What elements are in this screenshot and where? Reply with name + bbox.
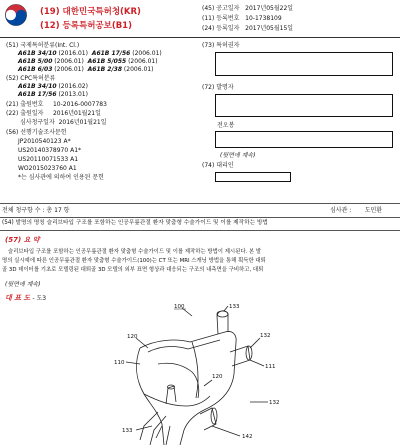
publication-title: (12) 등록특허공보(B1)	[40, 21, 132, 31]
inventor-redaction-box	[215, 94, 393, 117]
inventor-label: (72) 발명자	[202, 84, 234, 91]
cpc-row: A61B 17/56 (2013.01)	[18, 91, 88, 98]
inventor-redaction-box	[215, 131, 393, 148]
ref-numeral: 111	[265, 364, 276, 370]
claims-count: 전체 청구항 수 : 총 17 항	[2, 207, 70, 214]
ref-numeral: 133	[229, 304, 240, 310]
abstract-line: 명의 실시예에 따른 인공무릎관절 환자 맞춤형 수술가이드(100)는 CT 또는 MRI 스캐닝 방법을 통해 획득한 대퇴	[2, 258, 266, 264]
exam-request-date: 심사청구일자 2016년01월21일	[20, 119, 107, 126]
header-right-row: (11) 등록번호 10-1738109	[202, 15, 282, 22]
patentee-label: (73) 특허권자	[202, 42, 240, 49]
agent-label: (74) 대리인	[202, 162, 234, 169]
prior-art-title: (56) 선행기술조사문헌	[6, 129, 67, 136]
ref-numeral: 132	[260, 333, 271, 339]
ipc-row: A61B 6/03 (2006.01) A61B 2/38 (2006.01)	[18, 66, 154, 73]
representative-figure-label: 대 표 도 - 도3	[5, 294, 47, 302]
ref-numeral: 142	[242, 434, 253, 440]
inventor-name: 전오봉	[217, 122, 235, 129]
ref-numeral: 132	[269, 400, 280, 406]
section-divider	[0, 217, 400, 218]
ref-numeral: 120	[127, 334, 138, 340]
ref-numeral: 110	[114, 360, 125, 366]
korea-emblem-logo	[4, 3, 28, 27]
continued-note: (뒷면에 계속)	[220, 152, 256, 159]
section-divider	[0, 203, 400, 204]
cpc-title: (52) CPC특허분류	[6, 75, 56, 82]
agent-redaction-box	[215, 172, 291, 182]
cpc-row: A61B 34/10 (2016.02)	[18, 83, 88, 90]
prior-art-doc: WO2015023760 A1	[18, 165, 77, 172]
prior-art-note: *는 심사관에 의하여 인용된 문헌	[18, 174, 104, 181]
country-title: (19) 대한민국특허청(KR)	[40, 7, 141, 17]
ref-numeral: 100	[174, 304, 185, 310]
patentee-redaction-box	[215, 52, 393, 76]
surgical-guide-drawing	[100, 302, 290, 445]
abstract-line: 슬리브타입 구조를 포함하는 인공무릎관절 환자 맞춤형 수술가이드 및 이를 제작하는 방법이 제시된다. 본 발	[8, 249, 262, 255]
abstract-line: 골 3D 데이터를 기초로 모델링된 대퇴골 3D 모델의 외부 표면 형상과 대응되는 구조의 내측면을 구비하고, 대퇴	[2, 267, 264, 273]
header-right-row: (45) 공고일자 2017년05월22일	[202, 5, 294, 12]
prior-art-doc: JP2010540123 A*	[18, 138, 71, 145]
examiner: 심사관 : 도민환	[330, 207, 383, 214]
ipc-row: A61B 34/10 (2016.01) A61B 17/56 (2006.01)	[18, 50, 162, 57]
section-divider	[0, 230, 400, 231]
abstract-heading: (57) 요 약	[5, 236, 40, 244]
application-number: (21) 출원번호 10-2016-0007783	[6, 101, 107, 108]
invention-title: (54) 발명의 명칭 슬리브타입 구조를 포함하는 인공무릎관절 환자 맞춤형 수술가이드 및 이를 제작하는 방법	[2, 220, 268, 226]
prior-art-doc: US20140378970 A1*	[18, 147, 82, 154]
application-date: (22) 출원일자 2016년01월21일	[6, 110, 101, 117]
prior-art-doc: US20110071533 A1	[18, 156, 79, 163]
header-right-row: (24) 등록일자 2017년05월15일	[202, 25, 294, 32]
ipc-title: (51) 국제특허분류(Int. Cl.)	[6, 42, 80, 49]
header-divider	[0, 37, 400, 38]
ref-numeral: 120	[212, 374, 223, 380]
abstract-continued: (뒷면에 계속)	[5, 281, 41, 288]
ipc-row: A61B 5/00 (2006.01) A61B 5/055 (2006.01)	[18, 58, 158, 65]
ref-numeral: 133	[122, 428, 133, 434]
